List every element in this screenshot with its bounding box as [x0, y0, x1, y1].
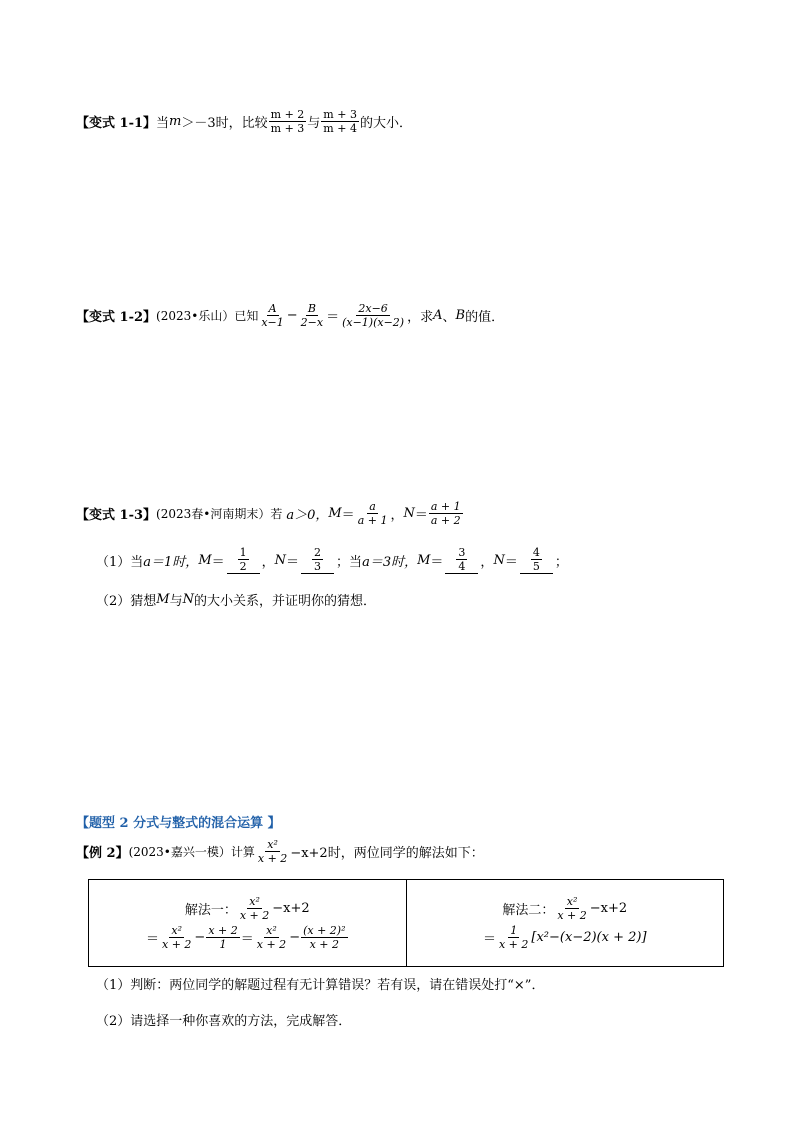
text: −	[286, 308, 298, 323]
variant-1-3-q1	[96, 546, 568, 574]
section-heading: 【题型 2 分式与整式的混合运算 】	[76, 816, 281, 831]
method-2-line-2	[483, 924, 647, 951]
condition: a＝1时，	[143, 554, 199, 570]
text: ＝	[414, 508, 428, 523]
var-m: M	[156, 592, 170, 607]
text: ，	[261, 554, 275, 570]
fraction	[255, 924, 288, 951]
denominator: (x−1)(x−2)	[342, 316, 405, 329]
denominator: a + 2	[430, 514, 461, 527]
example-2	[76, 838, 484, 865]
var-m: m	[169, 114, 182, 129]
text: ＝	[211, 554, 225, 570]
numerator: x²	[267, 838, 278, 851]
source: (2023•嘉兴一模）计算	[128, 845, 255, 859]
numerator: x²	[249, 895, 260, 908]
numerator: 4	[532, 546, 540, 559]
example-2-q1: （1）判断：两位同学的解题过程有无计算错误？若有误，请在错误处打“×”．	[96, 978, 545, 993]
example-2-q2: （2）请选择一种你喜欢的方法，完成解答．	[96, 1014, 352, 1029]
numerator: B	[307, 302, 316, 315]
answer-blank	[301, 546, 334, 574]
denominator: 3	[314, 560, 322, 573]
var-a: A	[433, 308, 443, 323]
condition: a＝3时，	[362, 554, 418, 570]
method-1-line-1	[185, 895, 310, 922]
var-n: N	[493, 552, 505, 568]
denominator: x + 2	[498, 938, 529, 951]
text: ，	[390, 508, 404, 523]
variant-1-2-label: 【变式 1-2】	[76, 310, 157, 325]
var-m: M	[328, 506, 342, 521]
numerator: m + 3	[323, 108, 357, 121]
variant-1-3-q2	[96, 590, 376, 609]
fraction-n	[429, 500, 463, 527]
text: ＝	[145, 932, 159, 947]
answer-blank	[227, 546, 260, 574]
answer-fraction	[238, 546, 249, 573]
text: −x+2时，两位同学的解法如下：	[290, 846, 484, 861]
text: 的大小．	[359, 116, 412, 131]
var-n: N	[182, 592, 194, 607]
fraction-a	[259, 302, 285, 329]
text: −x+2	[272, 901, 310, 916]
denominator: 2−x	[300, 316, 324, 329]
answer-fraction	[456, 546, 467, 573]
denominator: x + 2	[257, 852, 288, 865]
text: ；	[554, 554, 568, 570]
answer-fraction	[312, 546, 323, 573]
fraction-m	[356, 500, 390, 527]
numerator: x + 2	[208, 924, 238, 937]
text: ＝	[240, 932, 254, 947]
text: −	[194, 930, 206, 945]
numerator: 1	[239, 546, 247, 559]
denominator: 4	[458, 560, 466, 573]
numerator: 1	[510, 924, 518, 937]
denominator: a + 1	[357, 514, 388, 527]
source: (2023春•河南期末）若	[156, 507, 283, 521]
denominator: m + 4	[323, 122, 357, 135]
numerator: m + 2	[270, 108, 305, 121]
method-2-cell	[406, 880, 724, 967]
variant-1-3-label: 【变式 1-3】	[76, 508, 157, 523]
numerator: 2	[314, 546, 322, 559]
fraction	[206, 924, 239, 951]
method-2-line-1	[502, 895, 627, 922]
var-m: M	[198, 552, 212, 568]
denominator: m + 3	[270, 122, 305, 135]
condition: a＞0，	[286, 508, 329, 523]
text: 的值．	[465, 310, 505, 325]
text: 与	[307, 116, 321, 131]
denominator: x + 2	[557, 909, 587, 922]
denominator: x−1	[261, 316, 284, 329]
variant-1-1-label: 【变式 1-1】	[76, 116, 157, 131]
numerator: x²	[566, 895, 578, 908]
text: ＝	[341, 508, 355, 523]
denominator: x + 2	[239, 909, 270, 922]
answer-blank	[445, 546, 478, 574]
denominator: x + 2	[309, 938, 339, 951]
numerator: a	[369, 500, 376, 513]
text: 、	[442, 310, 456, 325]
numerator: (x + 2)²	[303, 924, 346, 937]
text: 的大小关系，并证明你的猜想．	[193, 594, 376, 609]
denominator: x + 2	[162, 938, 192, 951]
text: 与	[169, 594, 183, 609]
text: −x+2	[589, 901, 628, 916]
text: （2）猜想	[96, 594, 157, 609]
text: ＝	[482, 932, 496, 947]
denominator: 2	[239, 560, 247, 573]
denominator: x + 2	[256, 938, 287, 951]
fraction-m3-m4	[321, 108, 359, 135]
fraction-rhs	[340, 302, 406, 329]
fraction	[238, 895, 271, 922]
solutions-table	[88, 879, 724, 967]
answer-fraction	[531, 546, 542, 573]
numerator: x²	[171, 924, 183, 937]
text: ＝	[430, 554, 444, 570]
denominator: 5	[532, 560, 540, 573]
text: ，求	[407, 310, 434, 325]
text: ＞－3时，比较	[181, 116, 268, 131]
denominator: 1	[219, 938, 227, 951]
source: (2023•乐山）已知	[156, 309, 259, 323]
var-m: M	[417, 552, 431, 568]
fraction	[301, 924, 347, 951]
numerator: A	[268, 302, 277, 315]
text: ＝	[504, 554, 518, 570]
fraction-b	[299, 302, 325, 329]
var-b: B	[455, 308, 466, 323]
numerator: 3	[458, 546, 466, 559]
variant-1-2	[76, 302, 504, 329]
method-1-title: 解法一：	[184, 903, 237, 918]
method-2-title: 解法二：	[502, 903, 555, 918]
text: ；当	[336, 554, 363, 570]
fraction	[160, 924, 193, 951]
numerator: x²	[266, 924, 277, 937]
numerator: a + 1	[430, 500, 461, 513]
fraction	[497, 924, 530, 951]
variant-1-3	[76, 500, 464, 527]
text: ＝	[286, 554, 300, 570]
fraction	[555, 895, 588, 922]
method-1-line-2	[146, 924, 349, 951]
numerator: 2x−6	[358, 302, 388, 315]
text: [x²−(x−2)(x + 2)]	[531, 930, 647, 945]
var-n: N	[274, 552, 287, 568]
text: 当	[156, 116, 170, 131]
fraction-m2-m3	[269, 108, 307, 135]
text: （1）当	[96, 554, 144, 570]
var-n: N	[403, 506, 415, 521]
example-2-label: 【例 2】	[76, 846, 129, 861]
variant-1-1	[76, 108, 412, 135]
answer-blank	[520, 546, 553, 574]
method-1-cell	[89, 880, 407, 967]
text: −	[289, 930, 301, 945]
fraction-x2	[256, 838, 289, 865]
text: ，	[480, 554, 494, 570]
text: ＝	[326, 310, 340, 325]
